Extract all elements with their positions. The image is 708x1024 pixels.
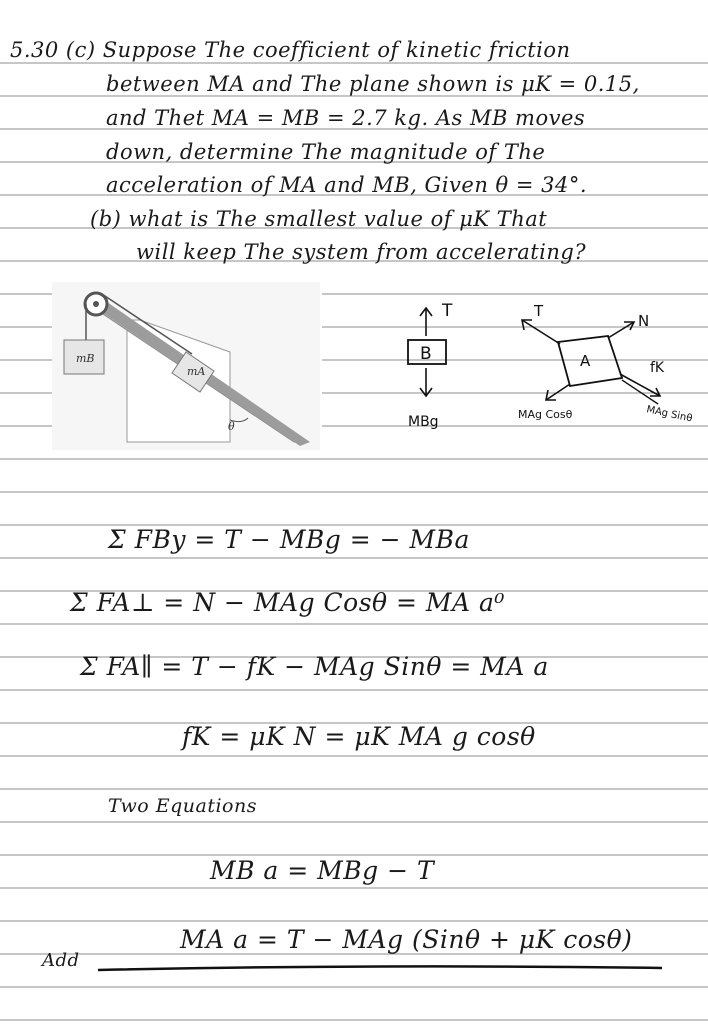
- fbd-mass-a: [510, 300, 706, 430]
- fbd-b-weight-label: MBg: [408, 414, 439, 430]
- fbd-a-tension-label: T: [534, 302, 544, 320]
- equation-sum-fby: Σ FBy = T − MBg = − MBa: [108, 525, 470, 554]
- fbd-a-parallel-weight-label: MAg Sinθ: [645, 404, 694, 425]
- problem-line-1: 5.30 (c) Suppose The coefficient of kinetic friction: [10, 38, 571, 62]
- equation-sum-fa-perp: Σ FA⊥ = N − MAg Cosθ = MA a⁰: [70, 588, 505, 617]
- mass-a-label: mA: [187, 365, 206, 378]
- fbd-a-friction-label: fK: [650, 360, 665, 376]
- equation-ma: MA a = T − MAg (Sinθ + μK cosθ): [180, 925, 633, 954]
- two-equations-label: Two Equations: [108, 795, 257, 817]
- equation-sum-fa-parallel: Σ FA∥ = T − fK − MAg Sinθ = MA a: [80, 652, 549, 681]
- fbd-a-normal-label: N: [638, 312, 650, 330]
- problem-line-7: will keep The system from accelerating?: [136, 240, 587, 264]
- problem-line-4: down, determine The magnitude of The: [106, 140, 546, 164]
- fbd-b-tension-label: T: [442, 301, 453, 321]
- fbd-a-perp-weight-label: MAg Cosθ: [518, 408, 573, 421]
- mass-b-label: mB: [76, 352, 95, 365]
- fbd-a-box-label: A: [580, 352, 591, 370]
- equation-friction: fK = μK N = μK MA g cosθ: [182, 722, 536, 751]
- fbd-b-box-label: B: [420, 344, 432, 364]
- incline-diagram: [52, 282, 320, 450]
- problem-line-6: (b) what is The smallest value of μK That: [90, 207, 548, 231]
- sum-underline: [96, 962, 666, 978]
- equation-mb: MB a = MBg − T: [210, 856, 435, 885]
- angle-label: θ: [228, 420, 235, 433]
- incline-figure: [52, 282, 320, 450]
- fbd-mass-b: [380, 296, 480, 436]
- problem-line-3: and Thet MA = MB = 2.7 kg. As MB moves: [106, 106, 586, 130]
- problem-line-5: acceleration of MA and MB, Given θ = 34°.: [106, 173, 588, 197]
- add-label: Add: [42, 950, 80, 971]
- problem-line-2: between MA and The plane shown is μK = 0.15,: [106, 72, 640, 96]
